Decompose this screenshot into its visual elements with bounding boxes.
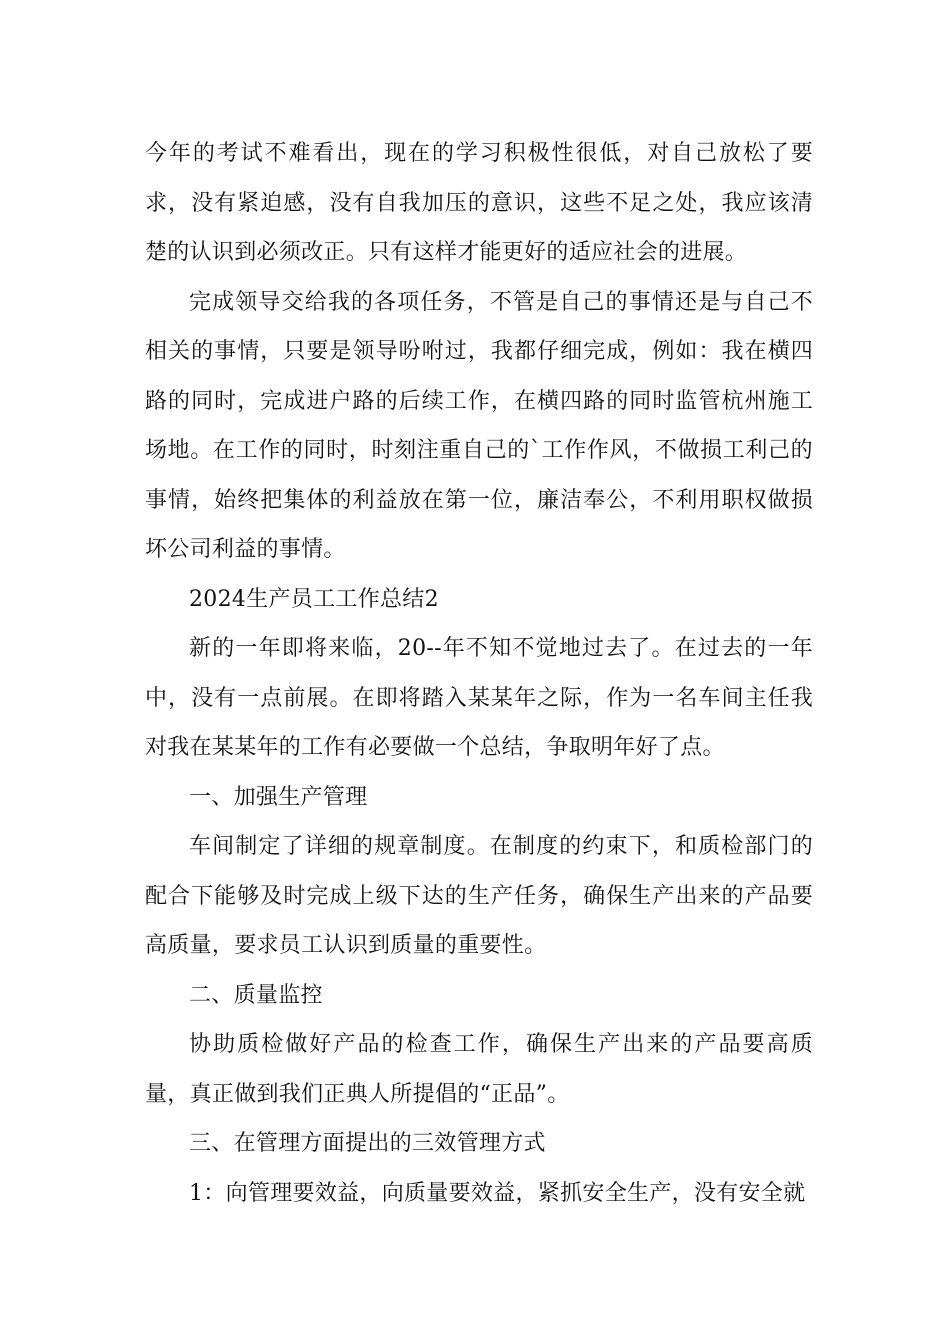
paragraph-continuation: 今年的考试不难看出，现在的学习积极性很低，对自己放松了要求，没有紧迫感，没有自我加压的意识，这些不足之处，我应该清楚的认识到必须改正。只有这样才能更好的适应社会的进展。 xyxy=(145,141,813,265)
heading-quality-monitoring: 二、质量监控 xyxy=(189,982,323,1008)
paragraph-production-management: 车间制定了详细的规章制度。在制度的约束下，和质检部门的配合下能够及时完成上级下达的生产任务，确保生产出来的产品要高质量，要求员工认识到质量的重要性。 xyxy=(145,834,813,958)
section-title: 2024生产员工工作总结2 xyxy=(189,586,439,612)
heading-production-management: 一、加强生产管理 xyxy=(189,784,368,810)
paragraph-tasks: 完成领导交给我的各项任务，不管是自己的事情还是与自己不相关的事情，只要是领导吩咐过，我都仔细完成，例如：我在横四路的同时，完成进户路的后续工作，在横四路的同时监管杭州施工场地。在工作的同时，时刻注重自己的`工作作风，不做损工利己的事情，始终把集体的利益放在第一位，廉洁奉公，不利用职权做损坏公司利益的事情。 xyxy=(145,289,813,562)
heading-management-method: 三、在管理方面提出的三效管理方式 xyxy=(189,1131,546,1156)
paragraph-management-point-1: 1：向管理要效益，向质量要效益，紧抓安全生产，没有安全就 xyxy=(189,1180,806,1206)
paragraph-quality-monitoring: 协助质检做好产品的检查工作，确保生产出来的产品要高质量，真正做到我们正典人所提倡的“正品”。 xyxy=(145,1032,813,1107)
document-page xyxy=(145,129,813,1218)
paragraph-intro: 新的一年即将来临，20--年不知不觉地过去了。在过去的一年中，没有一点前展。在即将踏入某某年之际，作为一名车间主任我对我在某某年的工作有必要做一个总结，争取明年好了点。 xyxy=(145,636,813,760)
